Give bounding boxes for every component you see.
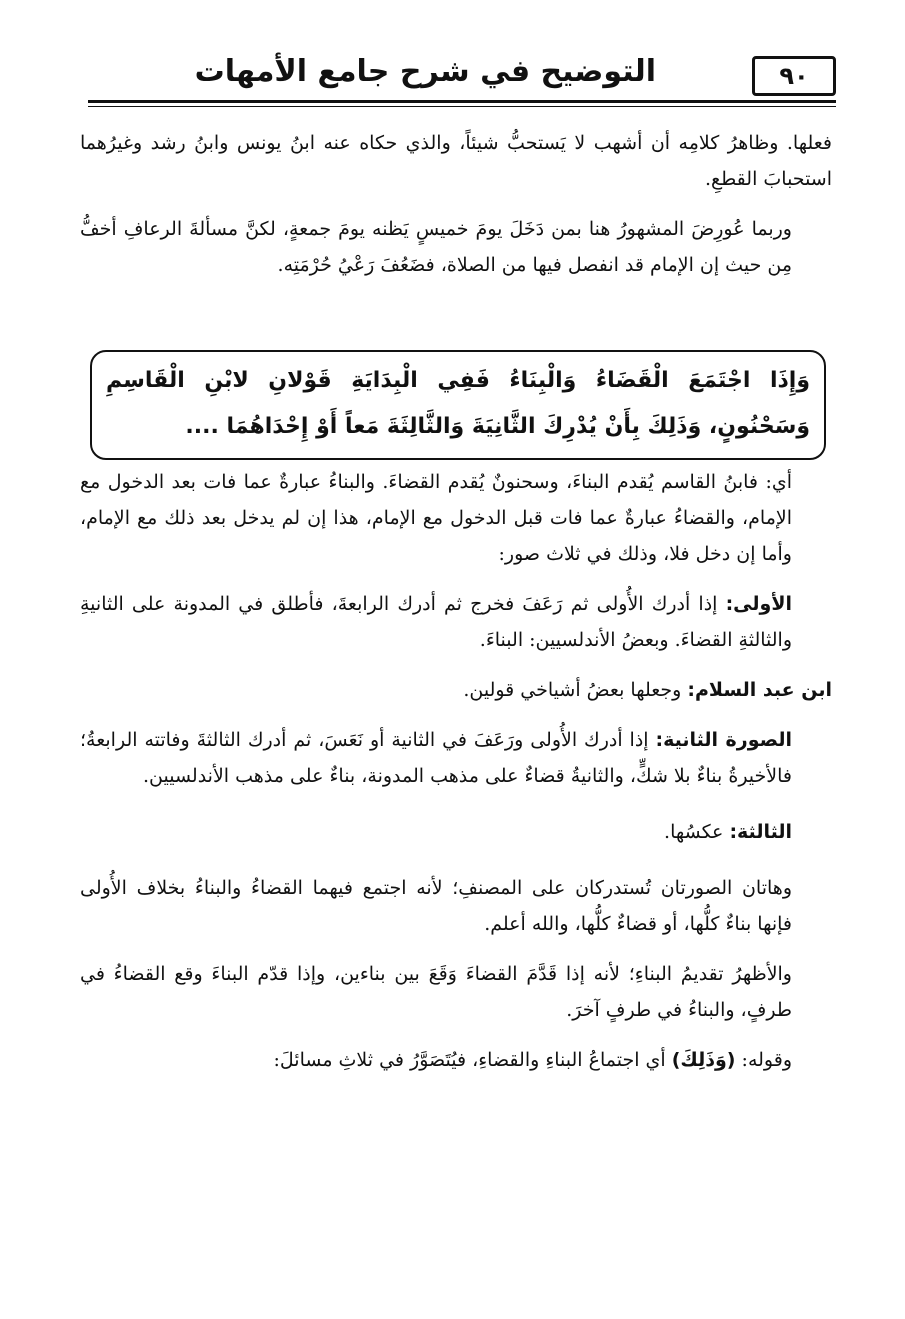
paragraph-5: والأظهرُ تقديمُ البناءِ؛ لأنه إذا قَدَّمَ القضاءَ وَقَعَ بين بناءين، وإذا قدّم البناءَ وقع القضاءُ في طرفٍ، والبناءُ في طرفٍ آخرَ. xyxy=(80,963,792,1021)
last-prefix: وقوله: xyxy=(735,1049,792,1071)
running-header xyxy=(88,50,836,108)
header-rule xyxy=(88,100,836,103)
paragraph-1: فعلها. وظاهرُ كلامِه أن أشهب لا يَستحبُّ شيئاً، والذي حكاه عنه ابنُ يونس وابنُ رشد وغيرُهما استحبابَ القطعِ. xyxy=(80,132,832,190)
paragraph-4: وهاتان الصورتان تُستدركان على المصنفِ؛ لأنه اجتمع فيهما القضاءُ والبناءُ بخلاف الأُولى فإنها بناءٌ كلُّها، أو قضاءٌ كلُّها، والله أعلم. xyxy=(80,877,792,935)
ibn-abd-alsalam-label: ابن عبد السلام: xyxy=(687,679,832,701)
second-case-text: إذا أدرك الأُولى ورَعَفَ في الثانية أو نَعَسَ، ثم أدرك الثالثةَ وفاتته الرابعةُ؛ فالأخيرةُ بناءٌ بلا شكٍّ، والثانيةُ قضاءٌ على مذهب المدونة، بناءٌ على مذهب الأندلسيين. xyxy=(80,729,792,787)
header-rule-thin xyxy=(88,106,836,107)
text-block-main xyxy=(80,464,832,1078)
paragraph-first-case xyxy=(80,586,832,658)
paragraph-third-case xyxy=(80,814,832,850)
text-block-top xyxy=(80,125,832,283)
matn-box: وَإِذَا اجْتَمَعَ الْقَضَاءُ وَالْبِنَاءُ فَفِي الْبِدَايَةِ قَوْلانِ لابْنِ الْقَاسِمِ وَسَحْنُونٍ، وَذَلِكَ بِأَنْ يُدْرِكَ الثَّانِيَةَ وَالثَّالِثَةَ مَعاً أَوْ إِحْدَاهُمَا .... xyxy=(90,350,826,460)
first-case-label: الأولى: xyxy=(725,593,792,615)
ibn-abd-alsalam-text: وجعلها بعضُ أشياخي قولين. xyxy=(463,679,688,701)
second-case-label: الصورة الثانية: xyxy=(655,729,792,751)
paragraph-ay: أي: فابنُ القاسم يُقدم البناءَ، وسحنونٌ يُقدم القضاءَ. والبناءُ عبارةٌ عما فات بعد الدخول مع الإمام، والقضاءُ عبارةٌ عما فات قبل الدخول مع الإمام، هذا إن لم يدخل بعد ذلك مع الإمام، وأما إن دخل فلا، وذلك في ثلاث صور: xyxy=(80,471,792,565)
paragraph-second-case xyxy=(80,722,832,794)
paragraph-2: وربما عُورِضَ المشهورُ هنا بمن دَخَلَ يومَ خميسٍ يَظنه يومَ جمعةٍ، لكنَّ مسألةَ الرعافِ أخفُّ مِن حيث إن الإمام قد انفصل فيها من الصلاة، فضَعُفَ رَعْيُ حُرْمَتِه. xyxy=(80,218,792,276)
paragraph-last xyxy=(80,1042,832,1078)
last-text: أي اجتماعُ البناءِ والقضاءِ، فيُتَصَوَّرُ في ثلاثِ مسائلَ: xyxy=(273,1049,672,1071)
first-case-text: إذا أدرك الأُولى ثم رَعَفَ فخرج ثم أدرك الرابعةَ، فأطلق في المدونة على الثانيةِ والثالثةِ القضاءَ. وبعضُ الأندلسيين: البناءَ. xyxy=(80,593,792,651)
third-case-text: عكسُها. xyxy=(664,821,730,843)
third-case-label: الثالثة: xyxy=(729,821,792,843)
page-number: ٩٠ xyxy=(752,56,836,96)
last-quote: (وَذَلِكَ) xyxy=(671,1049,736,1071)
book-title: التوضيح في شرح جامع الأمهات xyxy=(194,54,656,89)
paragraph-ibn-abd-alsalam xyxy=(80,672,832,708)
